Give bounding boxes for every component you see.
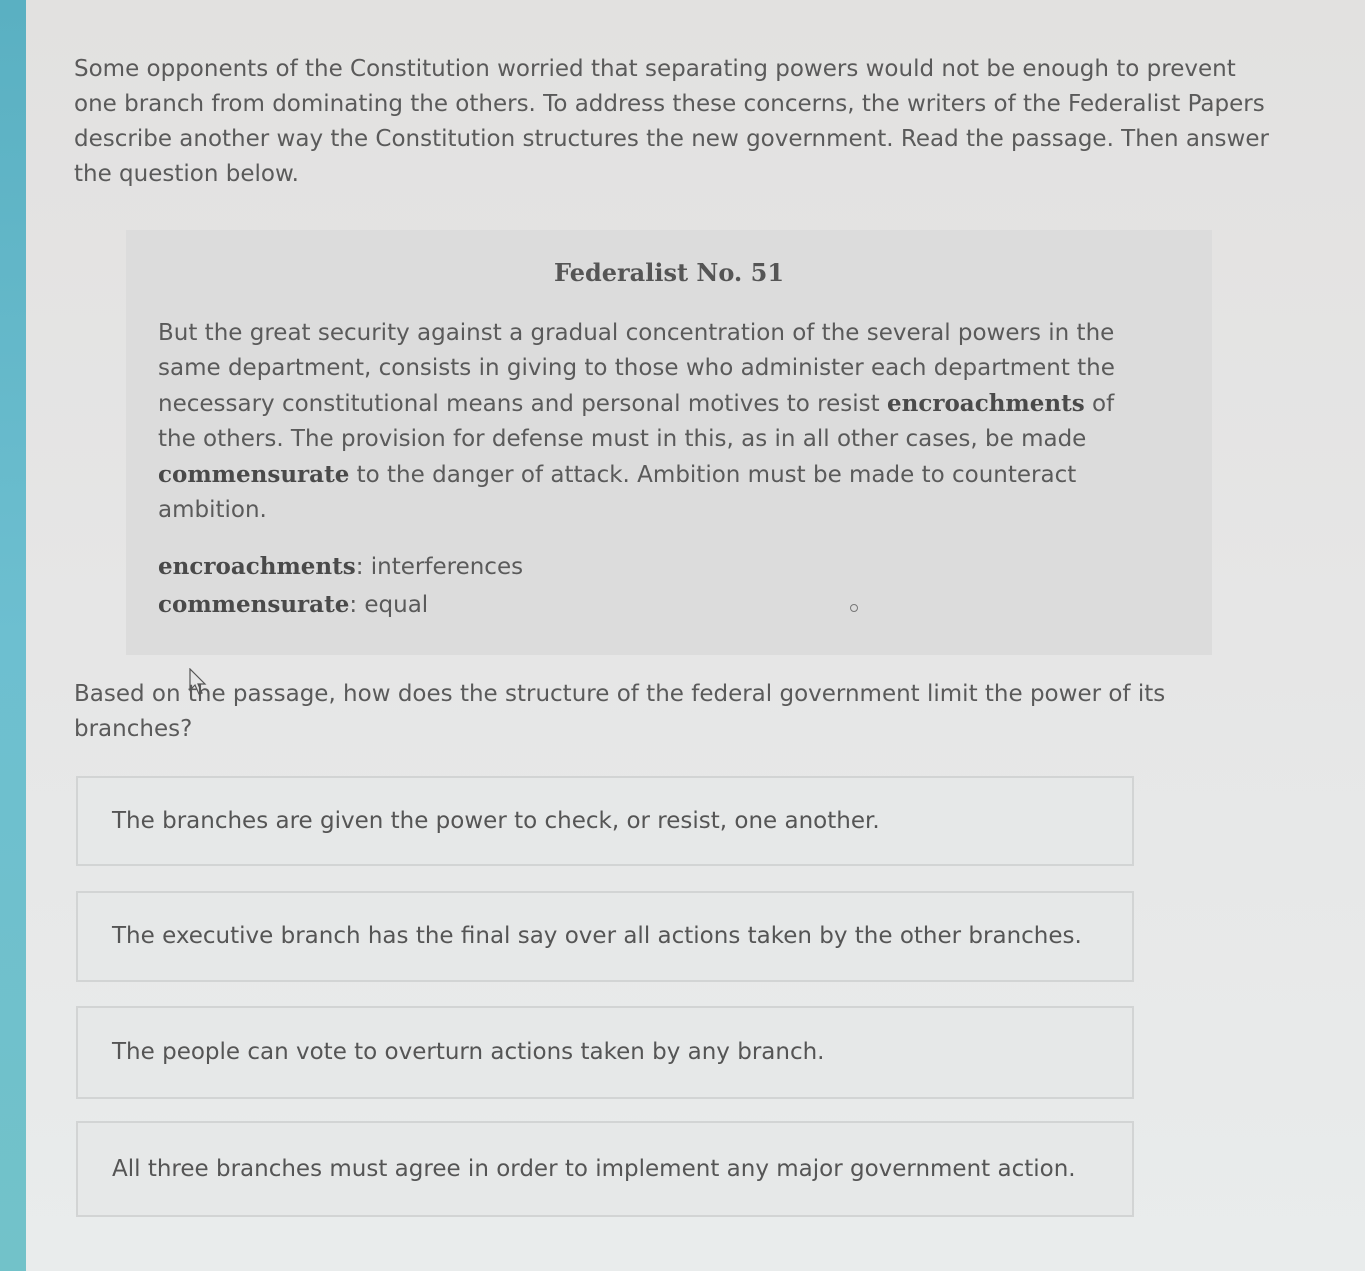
glossary-term: encroachments <box>158 553 356 580</box>
glossary-term: commensurate <box>158 591 350 618</box>
left-accent-bar <box>0 0 26 1271</box>
passage-text-part: of the others. The provision for defense must in this, as in all other cases, be made <box>158 391 1115 452</box>
passage-title: Federalist No. 51 <box>553 258 785 287</box>
answer-option-1[interactable] <box>76 776 1134 866</box>
answer-option-label: All three branches must agree in order to implement any major government action. <box>112 1155 1076 1182</box>
answer-option-label: The executive branch has the final say over all actions taken by the other branches. <box>112 923 1082 949</box>
intro-paragraph: Some opponents of the Constitution worried that separating powers would not be enough to prevent one branch from dominating the others. To address these concerns, the writers of the Federalist Papers describe another way the Constitution structures the new government. Read the passage. Then answer the question below. <box>74 56 1269 187</box>
answer-option-2[interactable] <box>76 891 1134 982</box>
glossary-item <box>158 586 523 624</box>
answer-option-3[interactable] <box>76 1006 1134 1099</box>
passage-text-part: But the great security against a gradual concentration of the several powers in the same department, consists in giving to those who administer each department the necessary constitutional means and personal motives to resist <box>158 320 1115 417</box>
answer-option-label: The people can vote to overturn actions taken by any branch. <box>112 1039 825 1065</box>
small-circle-icon <box>850 604 858 612</box>
passage-text-part: to the danger of attack. Ambition must be made to counteract ambition. <box>158 462 1077 523</box>
vocab-term-commensurate: commensurate <box>158 461 350 488</box>
question-text: Based on the passage, how does the structure of the federal government limit the power of its branches? <box>74 681 1166 742</box>
passage-text <box>158 316 1158 528</box>
glossary-item <box>158 548 523 586</box>
answer-option-4[interactable] <box>76 1121 1134 1217</box>
glossary-definition: : equal <box>349 592 429 618</box>
vocab-term-encroachments: encroachments <box>886 390 1085 417</box>
answer-option-label: The branches are given the power to check, or resist, one another. <box>112 807 880 834</box>
glossary-definition: : interferences <box>355 554 524 580</box>
glossary <box>158 548 523 624</box>
mouse-cursor-icon <box>189 668 209 696</box>
passage-box <box>126 230 1212 655</box>
